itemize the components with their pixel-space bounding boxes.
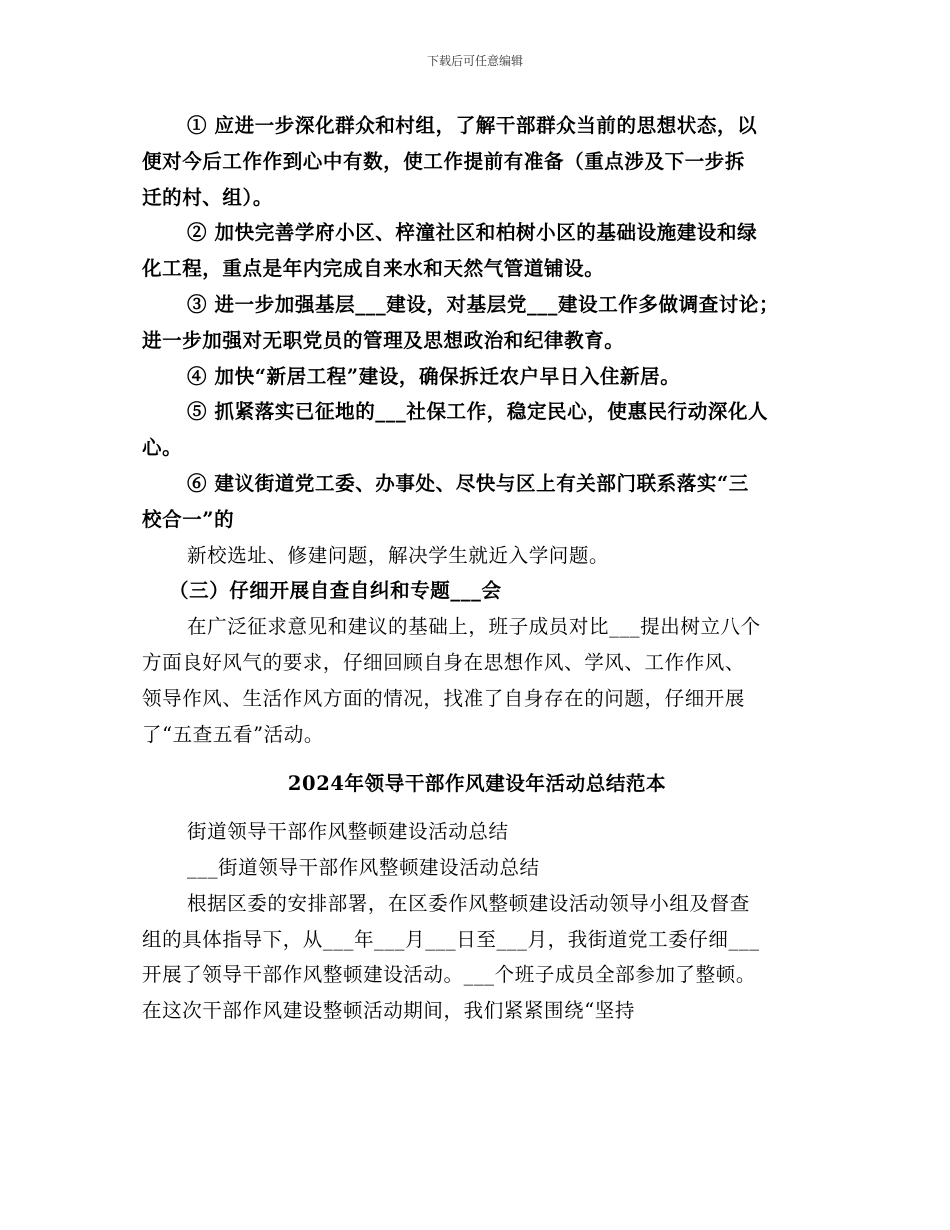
item-2-line-2: 化工程，重点是年内完成自来水和天然气管道铺设。 bbox=[142, 257, 605, 281]
paragraph-line: 在广泛征求意见和建议的基础上，班子成员对比___提出树立八个 bbox=[187, 615, 761, 639]
section-heading: （三）仔细开展自查自纠和专题___会 bbox=[169, 579, 502, 603]
paragraph-line: 方面良好风气的要求，仔细回顾自身在思想作风、学风、工作作风、 bbox=[142, 650, 746, 674]
item-3-line-1: ③ 进一步加强基层___建设，对基层党___建设工作多做调查讨论； bbox=[187, 292, 780, 316]
paragraph-line: 在这次干部作风建设整顿活动期间，我们紧紧围绕“坚持 bbox=[142, 999, 635, 1023]
item-1-line-2: 便对今后工作作到心中有数，使工作提前有准备（重点涉及下一步拆 bbox=[142, 149, 746, 173]
paragraph-line: 新校选址、修建问题，解决学生就近入学问题。 bbox=[187, 543, 610, 567]
article-title: 2024年领导干部作风建设年活动总结范本 bbox=[287, 772, 667, 796]
item-1-line-3: 迁的村、组）。 bbox=[142, 185, 273, 209]
paragraph-line: 领导作风、生活作风方面的情况，找准了自身存在的问题，仔细开展 bbox=[142, 686, 746, 710]
paragraph-line: 街道领导干部作风整顿建设活动总结 bbox=[187, 820, 509, 844]
item-6-line-1: ⑥ 建议街道党工委、办事处、尽快与区上有关部门联系落实“三 bbox=[187, 471, 749, 495]
item-5-line-1: ⑤ 抓紧落实已征地的___社保工作，稳定民心，使惠民行动深化人 bbox=[187, 400, 769, 424]
item-6-line-2: 校合一”的 bbox=[142, 507, 235, 531]
item-5-line-2: 心。 bbox=[142, 436, 183, 460]
document-body bbox=[142, 108, 812, 1029]
item-1-line-1: ① 应进一步深化群众和村组，了解干部群众当前的思想状态，以 bbox=[187, 114, 758, 137]
paragraph-line: ___街道领导干部作风整顿建设活动总结 bbox=[187, 855, 540, 879]
item-2-line-1: ② 加快完善学府小区、梓潼社区和柏树小区的基础设施建设和绿 bbox=[187, 221, 758, 245]
paragraph-line: 组的具体指导下，从___年___月___日至___月，我街道党工委仔细___ bbox=[142, 927, 760, 951]
paragraph-line: 根据区委的安排部署，在区委作风整顿建设活动领导小组及督查 bbox=[187, 891, 750, 915]
item-4-line-1: ④ 加快“新居工程”建设，确保拆迁农户早日入住新居。 bbox=[187, 364, 681, 388]
paragraph-line: 开展了领导干部作风整顿建设活动。___个班子成员全部参加了整顿。 bbox=[142, 963, 756, 987]
paragraph-line: 了“五查五看”活动。 bbox=[142, 722, 324, 746]
item-3-line-2: 进一步加强对无职党员的管理及思想政治和纪律教育。 bbox=[142, 328, 625, 352]
page-header: 下载后可任意编辑 bbox=[426, 54, 523, 68]
